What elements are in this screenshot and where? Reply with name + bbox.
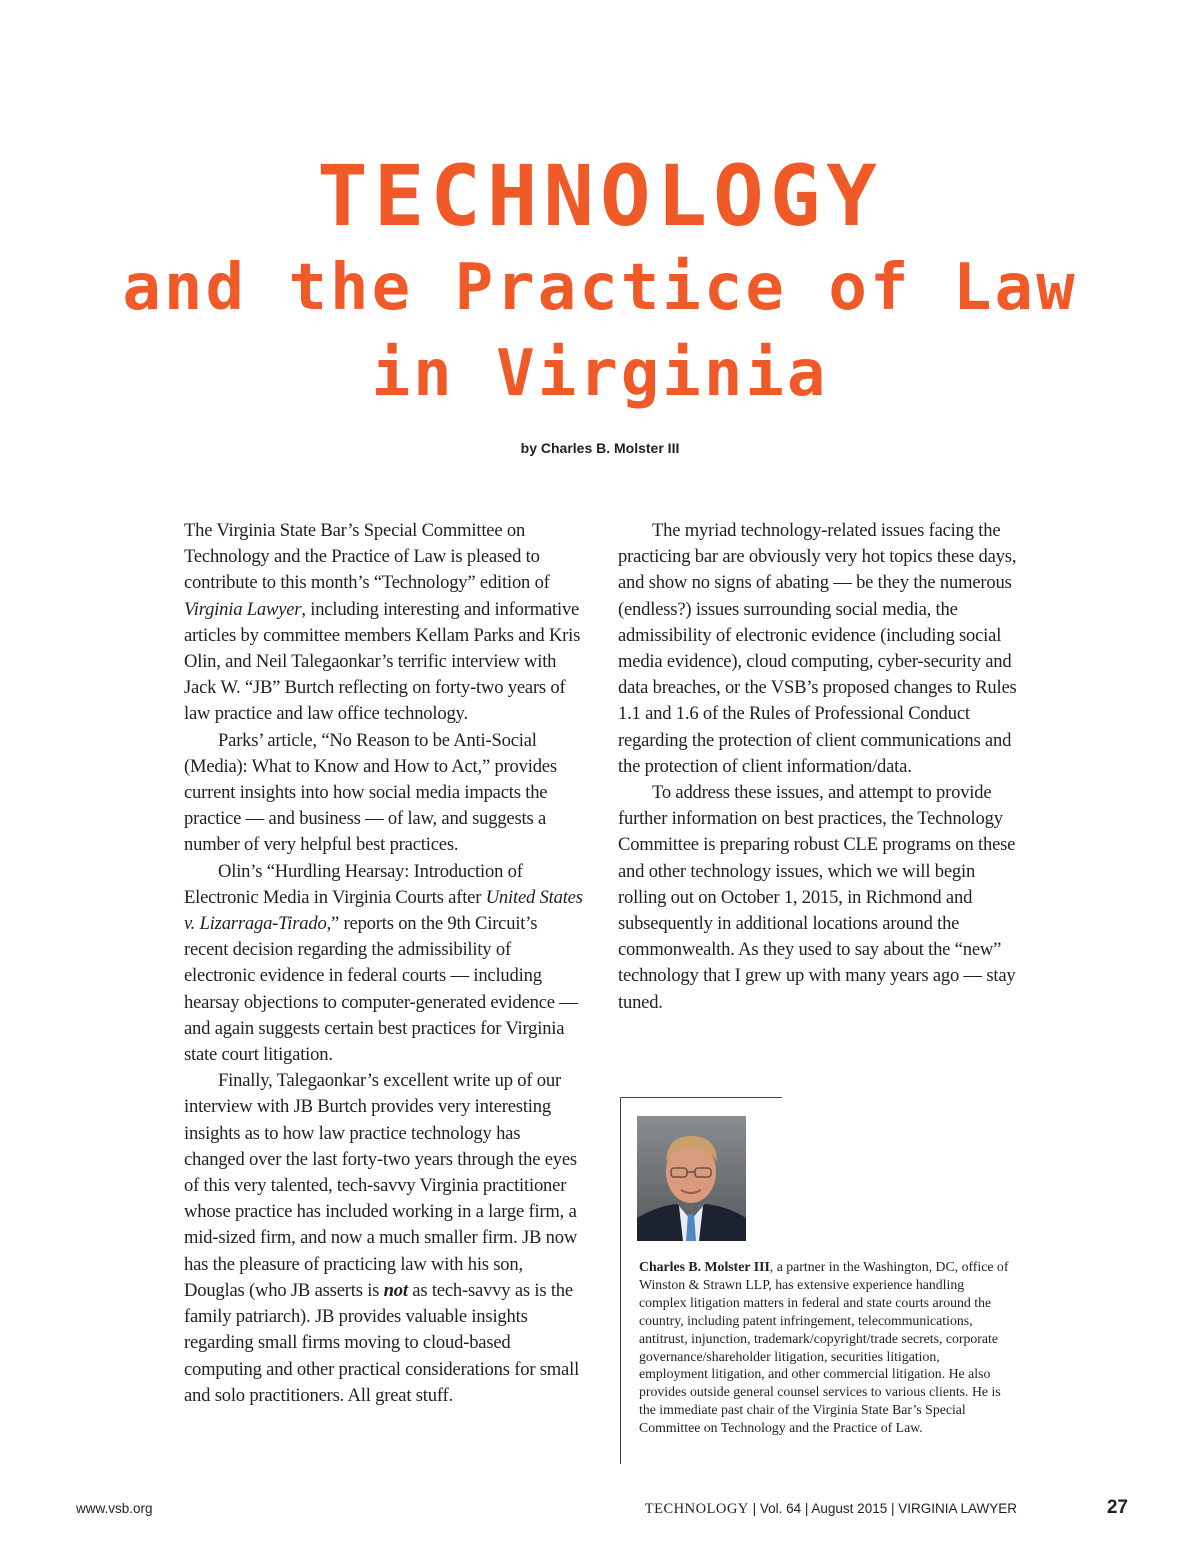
left-column bbox=[184, 518, 584, 1409]
footer-website: www.vsb.org bbox=[76, 1501, 153, 1516]
publication-name: Virginia Lawyer bbox=[184, 598, 302, 620]
footer-issue-info bbox=[560, 1501, 1017, 1518]
paragraph: Parks’ article, “No Reason to be Anti-Social (Media): What to Know and How to Act,” provides current insights into how social media impacts the practice — and business — of law, and suggests a number of very helpful best practices. bbox=[184, 729, 557, 856]
paragraph: To address these issues, and attempt to provide further information on best practices, the Technology Committee is preparing robust CLE programs on these and other technology issues, which we will begin rolling out on October 1, 2015, in Richmond and subsequently in additional locations around the commonwealth. As they used to say about the “new” technology that I grew up with many years ago — stay tuned. bbox=[618, 782, 1016, 1013]
author-photo bbox=[637, 1116, 746, 1241]
paragraph: The myriad technology-related issues facing the practicing bar are obviously very hot topics these days, and show no signs of abating — be they the numerous (endless?) issues surrounding social media, the admissibility of electronic evidence (including social media evidence), cloud computing, cyber-security and data breaches, or the VSB’s proposed changes to Rules 1.1 and 1.6 of the Rules of Professional Conduct regarding the protection of client communications and the protection of client information/data. bbox=[618, 520, 1017, 777]
footer-section: TECHNOLOGY bbox=[644, 1501, 749, 1517]
footer-issue: | Vol. 64 | August 2015 | VIRGINIA LAWYER bbox=[748, 1501, 1017, 1516]
article-subtitle-line-1: and the Practice of Law bbox=[122, 251, 1078, 325]
case-name: United States v. Lizarraga-Tirado bbox=[184, 886, 583, 935]
author-bio: Charles B. Molster III, a partner in the Washington, DC, office of Winston & Strawn LLP, has extensive experience handling complex litigation matters in federal and state courts around the country, including patent infringement, telecommunications, antitrust, injunction, trademark/copyright/trade secrets, corporate governance/shareholder litigation, securities litigation, employment litigation, and other commercial litigation. He also provides outside general counsel services to various clients. He is the immediate past chair of the Virginia State Bar’s Special Committee on Technology and the Practice of Law. bbox=[639, 1259, 1009, 1436]
right-column bbox=[618, 518, 1018, 1016]
paragraph: Finally, Talegaonkar’s excellent write up of our interview with JB Burtch provides very interesting insights as to how law practice technology has changed over the last forty-two years through the eyes of this very talented, tech-savvy Virginia practitioner whose practice has included working in a large firm, a mid-sized firm, and now a much smaller firm. JB now has the pleasure of practicing law with his son, Douglas (who JB asserts is not as tech-savvy as is the family patriarch). JB provides valuable insights regarding small firms moving to cloud-based computing and other practical considerations for small and solo practitioners. All great stuff. bbox=[184, 1070, 580, 1406]
author-name: Charles B. Molster III bbox=[639, 1259, 770, 1274]
emphasis: not bbox=[383, 1279, 408, 1301]
paragraph: The Virginia State Bar’s Special Committee on Technology and the Practice of Law is pleased to contribute to this month’s “Technology” edition of Virginia Lawyer, including interesting and informative articles by committee members Kellam Parks and Kris Olin, and Neil Talegaonkar’s terrific interview with Jack W. “JB” Burtch reflecting on forty-two years of law practice and law office technology. bbox=[184, 520, 581, 725]
bio-divider-left bbox=[620, 1098, 621, 1464]
bio-divider-top bbox=[620, 1097, 782, 1098]
article-subtitle-line-2: in Virginia bbox=[371, 337, 829, 411]
article-title: TECHNOLOGY bbox=[317, 147, 883, 245]
paragraph: Olin’s “Hurdling Hearsay: Introduction of Electronic Media in Virginia Courts after United States v. Lizarraga-Tirado,” reports on the 9th Circuit’s recent decision regarding the admissibility of electronic evidence in federal courts — including hearsay objections to computer-generated evidence — and again suggests certain best practices for Virginia state court litigation. bbox=[184, 860, 583, 1066]
page-number: 27 bbox=[1106, 1497, 1128, 1518]
byline: by Charles B. Molster III bbox=[520, 440, 680, 456]
